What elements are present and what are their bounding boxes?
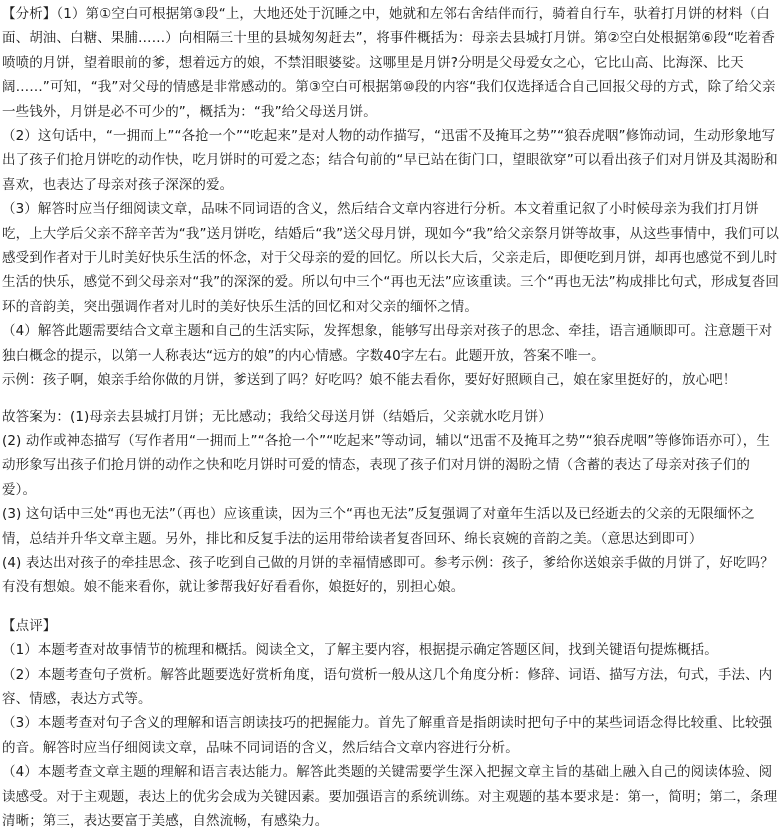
comment-paragraph-2: （2）本题考查句子赏析。解答此题要选好赏析角度，语句赏析一般从这几个角度分析：修辞、词语、描写方法，句式，手法、内容、情感，表达方式等。 [2,666,773,707]
comment-paragraph-4: （4）本题考查文章主题的理解和语言表达能力。解答此类题的关键需要学生深入把握文章主旨的基础上融入自己的阅读体验、阅读感受。对于主观题，表达上的优劣会成为关键因素。要加强语言的系统训练。对主观题的基本要求是：第一，简明；第二，条理清晰；第三，表达要富于美感，自然流畅，有感染力。 [2,764,778,829]
comment-paragraph-3: （3）本题考查对句子含义的理解和语言朗读技巧的把握能力。首先了解重音是指朗读时把句子中的某些词语念得比较重、比较强的音。解答时应当仔细阅读文章，品味不同词语的含义，然后结合文章内容进行分析。 [2,715,773,756]
analysis-paragraph-2: （2）这句话中，“一拥而上”“各抢一个”“吃起来”是对人物的动作描写，“迅雷不及掩耳之势”“狼吞虎咽”修饰动词，生动形象地写出了孩子们抢月饼吃的动作快，吃月饼时的可爱之态；结合句前的“早已站在街门口，望眼欲穿”可以看出孩子们对月饼及其渴盼和喜欢，也表达了母亲对孩子深深的爱。 [2,128,778,193]
comment-title: 【点评】 [2,617,57,634]
answer-paragraph-1: 故答案为：(1)母亲去县城打月饼；无比感动；我给父母送月饼（结婚后，父亲就水吃月饼） [2,408,552,425]
analysis-example: 示例：孩子啊，娘亲手给你做的月饼，爹送到了吗？好吃吗？娘不能去看你，要好好照顾自己，娘在家里挺好的，放心吧！ [2,372,737,389]
comment-paragraph-1: （1）本题考查对故事情节的梳理和概括。阅读全文，了解主要内容，根据提示确定答题区间，找到关键语句提炼概括。 [2,642,718,659]
analysis-section [2,2,780,393]
analysis-paragraph-4: （4）解答此题需要结合文章主题和自己的生活实际，发挥想象，能够写出母亲对孩子的思念、牵挂，语言通顺即可。注意题干对独白概念的提示，以第一人称表达“远方的娘”的内心情感。字数40字左右。此题开放，答案不唯一。 [2,323,773,364]
section-spacer [2,393,780,405]
comment-section [2,614,780,833]
analysis-paragraph-1: 【分析】（1）第①空白可根据第③段“上，大地还处于沉睡之中，她就和左邻右舍结伴而行，骑着自行车，驮着打月饼的材料（白面、胡油、白糖、果脯……）向相隔三十里的县城匆匆赶去”，将事件概括为：母亲去县城打月饼。第②空白处根据第⑥段“吃着香喷喷的月饼，望着眼前的爹，想着远方的娘，不禁泪眼婆娑。这哪里是月饼?分明是父母爱女之心，它比山高、比海深、比天阔……”可知，“我”对父母的情感是非常感动的。第③空白可根据第⑩段的内容“我们仅选择适合自己回报父母的方式，除了给父亲一些钱外，月饼是必不可少的”，概括为：“我”给父母送月饼。 [2,6,776,120]
answer-section [2,405,780,600]
section-spacer [2,600,780,614]
analysis-paragraph-3: （3）解答时应当仔细阅读文章，品味不同词语的含义，然后结合文章内容进行分析。本文着重记叙了小时候母亲为我们打月饼吃，上大学后父亲不辞辛苦为“我”送月饼吃，结婚后“我”送父母月饼，现如今“我”给父亲祭月饼等故事，从这些事情中，我们可以感受到作者对于儿时美好快乐生活的怀念，对于父母亲的爱的回忆。所以长大后，父亲走后，即便吃到月饼，却再也感觉不到儿时生活的快乐，感觉不到父母亲对“我”的深深的爱。所以句中三个“再也无法”应该重读。三个“再也无法”构成排比句式，形成复沓回环的音韵美，突出强调作者对儿时的美好快乐生活的回忆和对父亲的缅怀之情。 [2,201,779,315]
answer-paragraph-2: (2) 动作或神态描写（写作者用“一拥而上”“各抢一个”“吃起来”等动词，辅以“迅雷不及掩耳之势”“狼吞虎咽”等修饰语亦可），生动形象写出孩子们抢月饼的动作之快和吃月饼时可爱的情态，表现了孩子们对月饼的渴盼之情（含蓄的表达了母亲对孩子们的爱）。 [2,432,771,498]
answer-paragraph-3: (3) 这句话中三处“再也无法”（再也）应该重读，因为三个“再也无法”反复强调了对童年生活以及已经逝去的父亲的无限缅怀之情，总结并升华文章主题。另外，排比和反复手法的运用带给读者复沓回环、绵长哀婉的音韵之美。（意思达到即可） [2,506,755,547]
answer-paragraph-4: (4) 表达出对孩子的牵挂思念、孩子吃到自己做的月饼的幸福情感即可。参考示例：孩子，爹给你送娘亲手做的月饼了，好吃吗？有没有想娘。娘不能来看你，就让爹帮我好好看看你，娘挺好的，别担心娘。 [2,554,774,596]
